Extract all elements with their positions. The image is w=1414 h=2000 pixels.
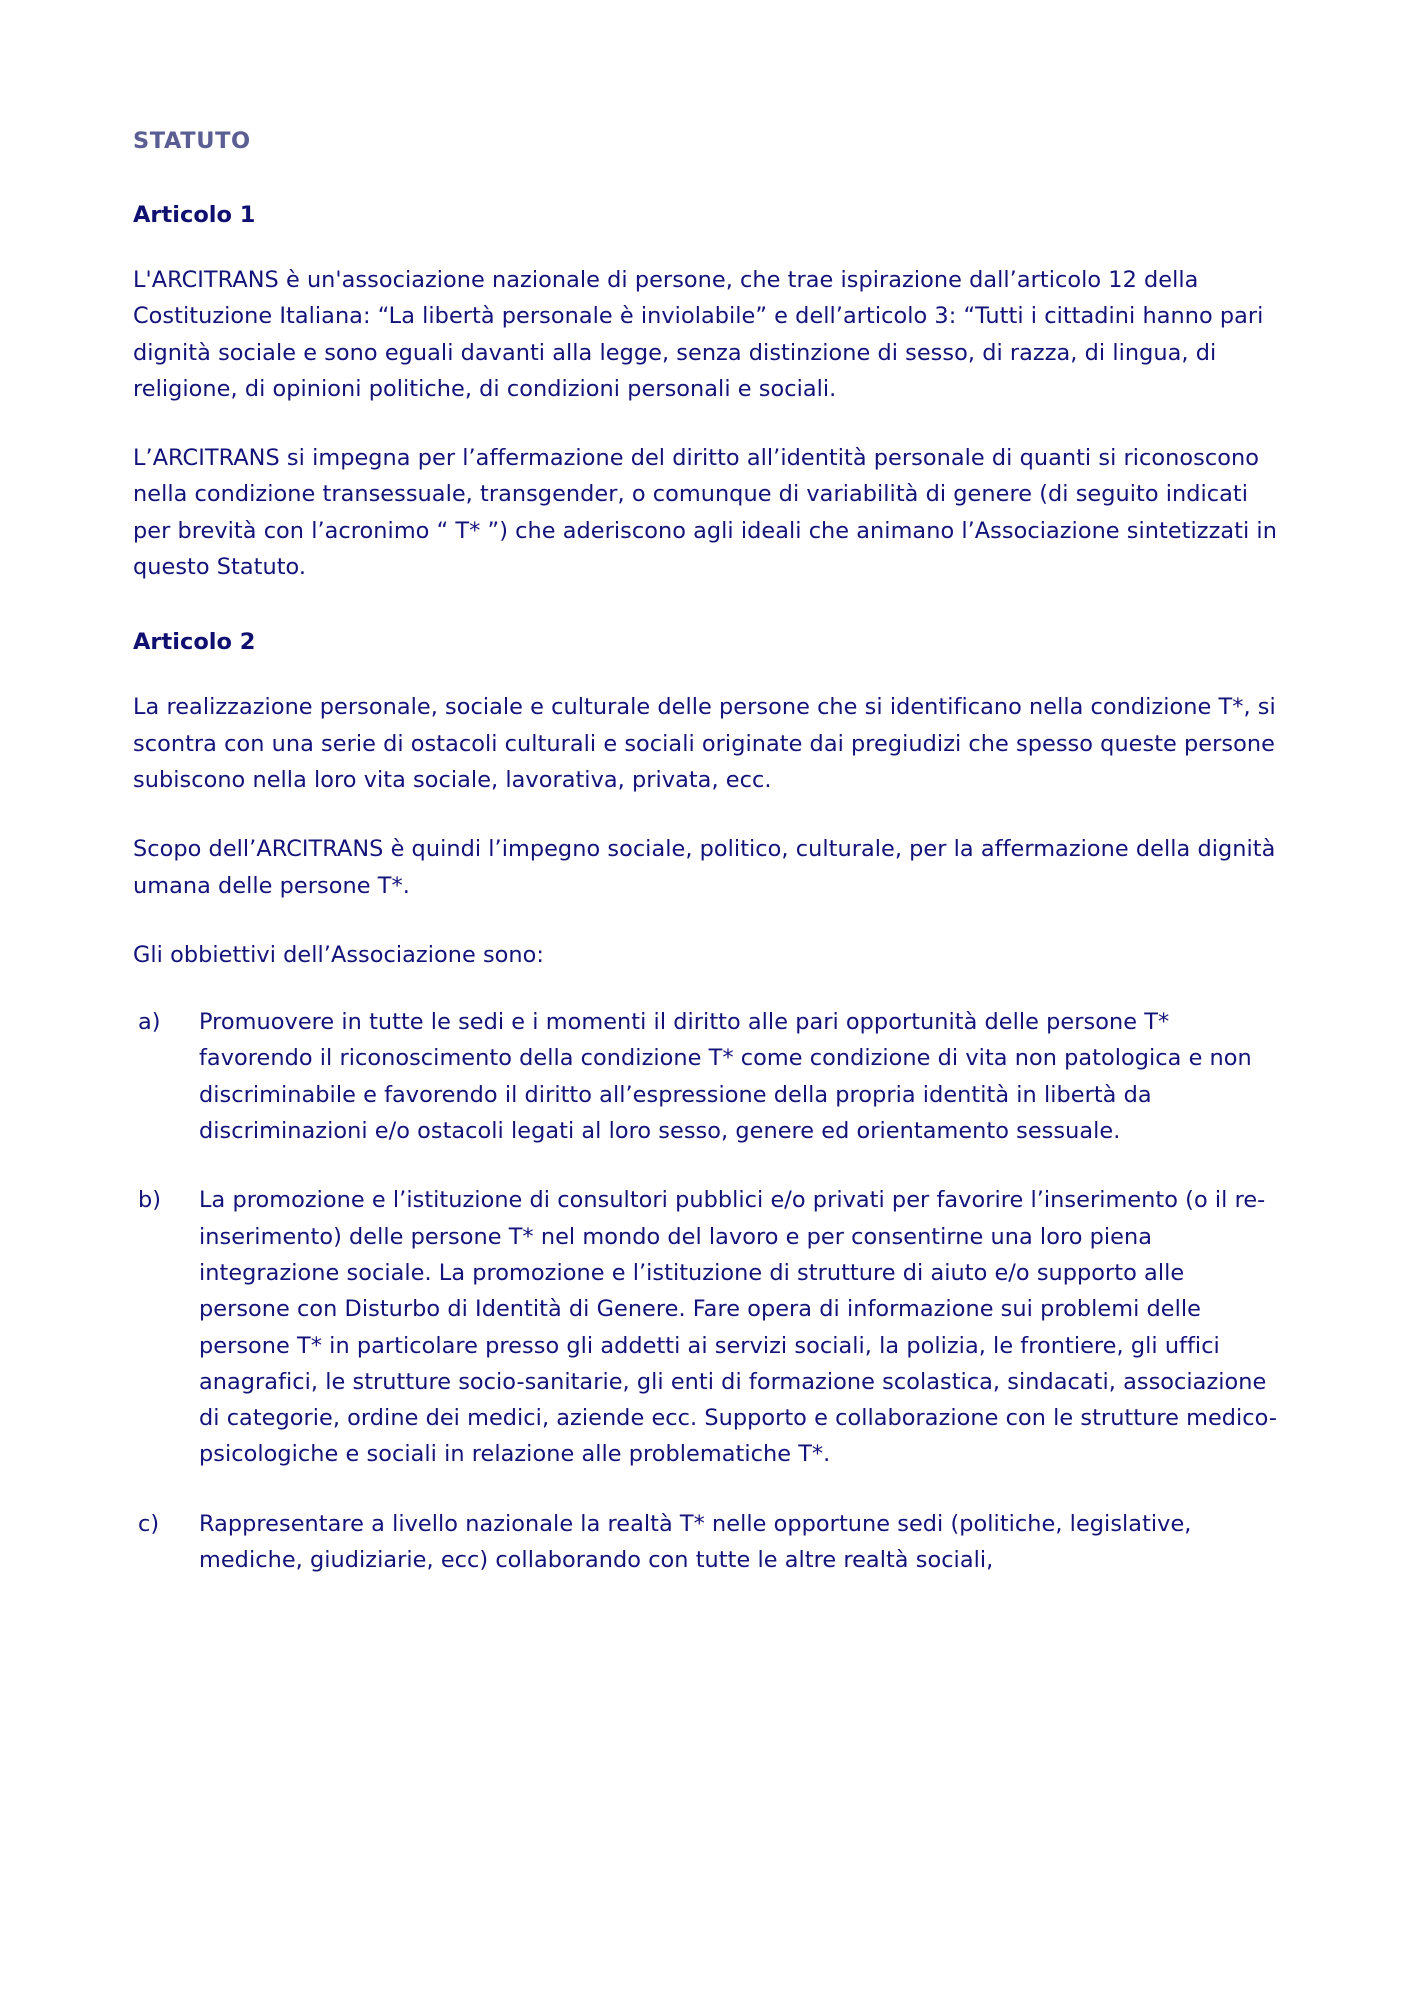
list-item-text: Promuovere in tutte le sedi e i momenti il diritto alle pari opportunità delle persone T* favorendo il riconoscimento della condizione T* come condizione di vita non patologica e non discriminabile e favorendo il diritto all’espressione della propria identità in libertà da discriminazioni e/o ostacoli legati al loro sesso, genere ed orientamento sessuale. — [199, 1009, 1252, 1145]
list-item — [133, 1004, 1281, 1149]
list-item-marker: a) — [138, 1009, 161, 1036]
page-title: STATUTO — [133, 128, 251, 154]
section-heading-articolo-2: Articolo 2 — [133, 629, 256, 656]
paragraph-articolo-2-1: La realizzazione personale, sociale e culturale delle persone che si identificano nella condizione T*, si scontra con una serie di ostacoli culturali e sociali originate dai pregiudizi che spesso queste persone subiscono nella loro vita sociale, lavorativa, privata, ecc. — [133, 694, 1276, 793]
list-item-text: Rappresentare a livello nazionale la realtà T* nelle opportune sedi (politiche, legislative, mediche, giudiziarie, ecc) collaborando con tutte le altre realtà sociali, — [199, 1510, 1192, 1574]
list-item-text: La promozione e l’istituzione di consultori pubblici e/o privati per favorire l’inserimento (o il re-inserimento) delle persone T* nel mondo del lavoro e per consentirne una loro piena integrazione sociale. La promozione e l’istituzione di strutture di aiuto e/o supporto alle persone con Disturbo di Identità di Genere. Fare opera di informazione sui problemi delle persone T* in particolare presso gli addetti ai servizi sociali, la polizia, le frontiere, gli uffici anagrafici, le strutture socio-sanitarie, gli enti di formazione scolastica, sindacati, associazione di categorie, ordine dei medici, aziende ecc. Supporto e collaborazione con le strutture medico-psicologiche e sociali in relazione alle problematiche T*. — [199, 1187, 1277, 1468]
paragraph-articolo-2-2: Scopo dell’ARCITRANS è quindi l’impegno sociale, politico, culturale, per la affermazione della dignità umana delle persone T*. — [133, 836, 1276, 899]
list-item — [133, 1182, 1281, 1472]
paragraph-objectives-intro: Gli obbiettivi dell’Associazione sono: — [133, 941, 544, 968]
list-item — [133, 1506, 1281, 1579]
paragraph-articolo-1-2: L’ARCITRANS si impegna per l’affermazione del diritto all’identità personale di quanti si riconoscono nella condizione transessuale, transgender, o comunque di variabilità di genere (di seguito indicati per brevità con l’acronimo “ T* ”) che aderiscono agli ideali che animano l’Associazione sintetizzati in questo Statuto. — [133, 445, 1277, 581]
section-heading-articolo-1: Articolo 1 — [133, 202, 256, 228]
list-item-marker: b) — [138, 1187, 162, 1214]
paragraph-articolo-1-1: L'ARCITRANS è un'associazione nazionale di persone, che trae ispirazione dall’articolo 12 della Costituzione Italiana: “La libertà personale è inviolabile” e dell’articolo 3: “Tutti i cittadini hanno pari dignità sociale e sono eguali davanti alla legge, senza distinzione di sesso, di razza, di lingua, di religione, di opinioni politiche, di condizioni personali e sociali. — [133, 267, 1264, 402]
objectives-list — [133, 1004, 1281, 1578]
list-item-marker: c) — [138, 1510, 160, 1537]
